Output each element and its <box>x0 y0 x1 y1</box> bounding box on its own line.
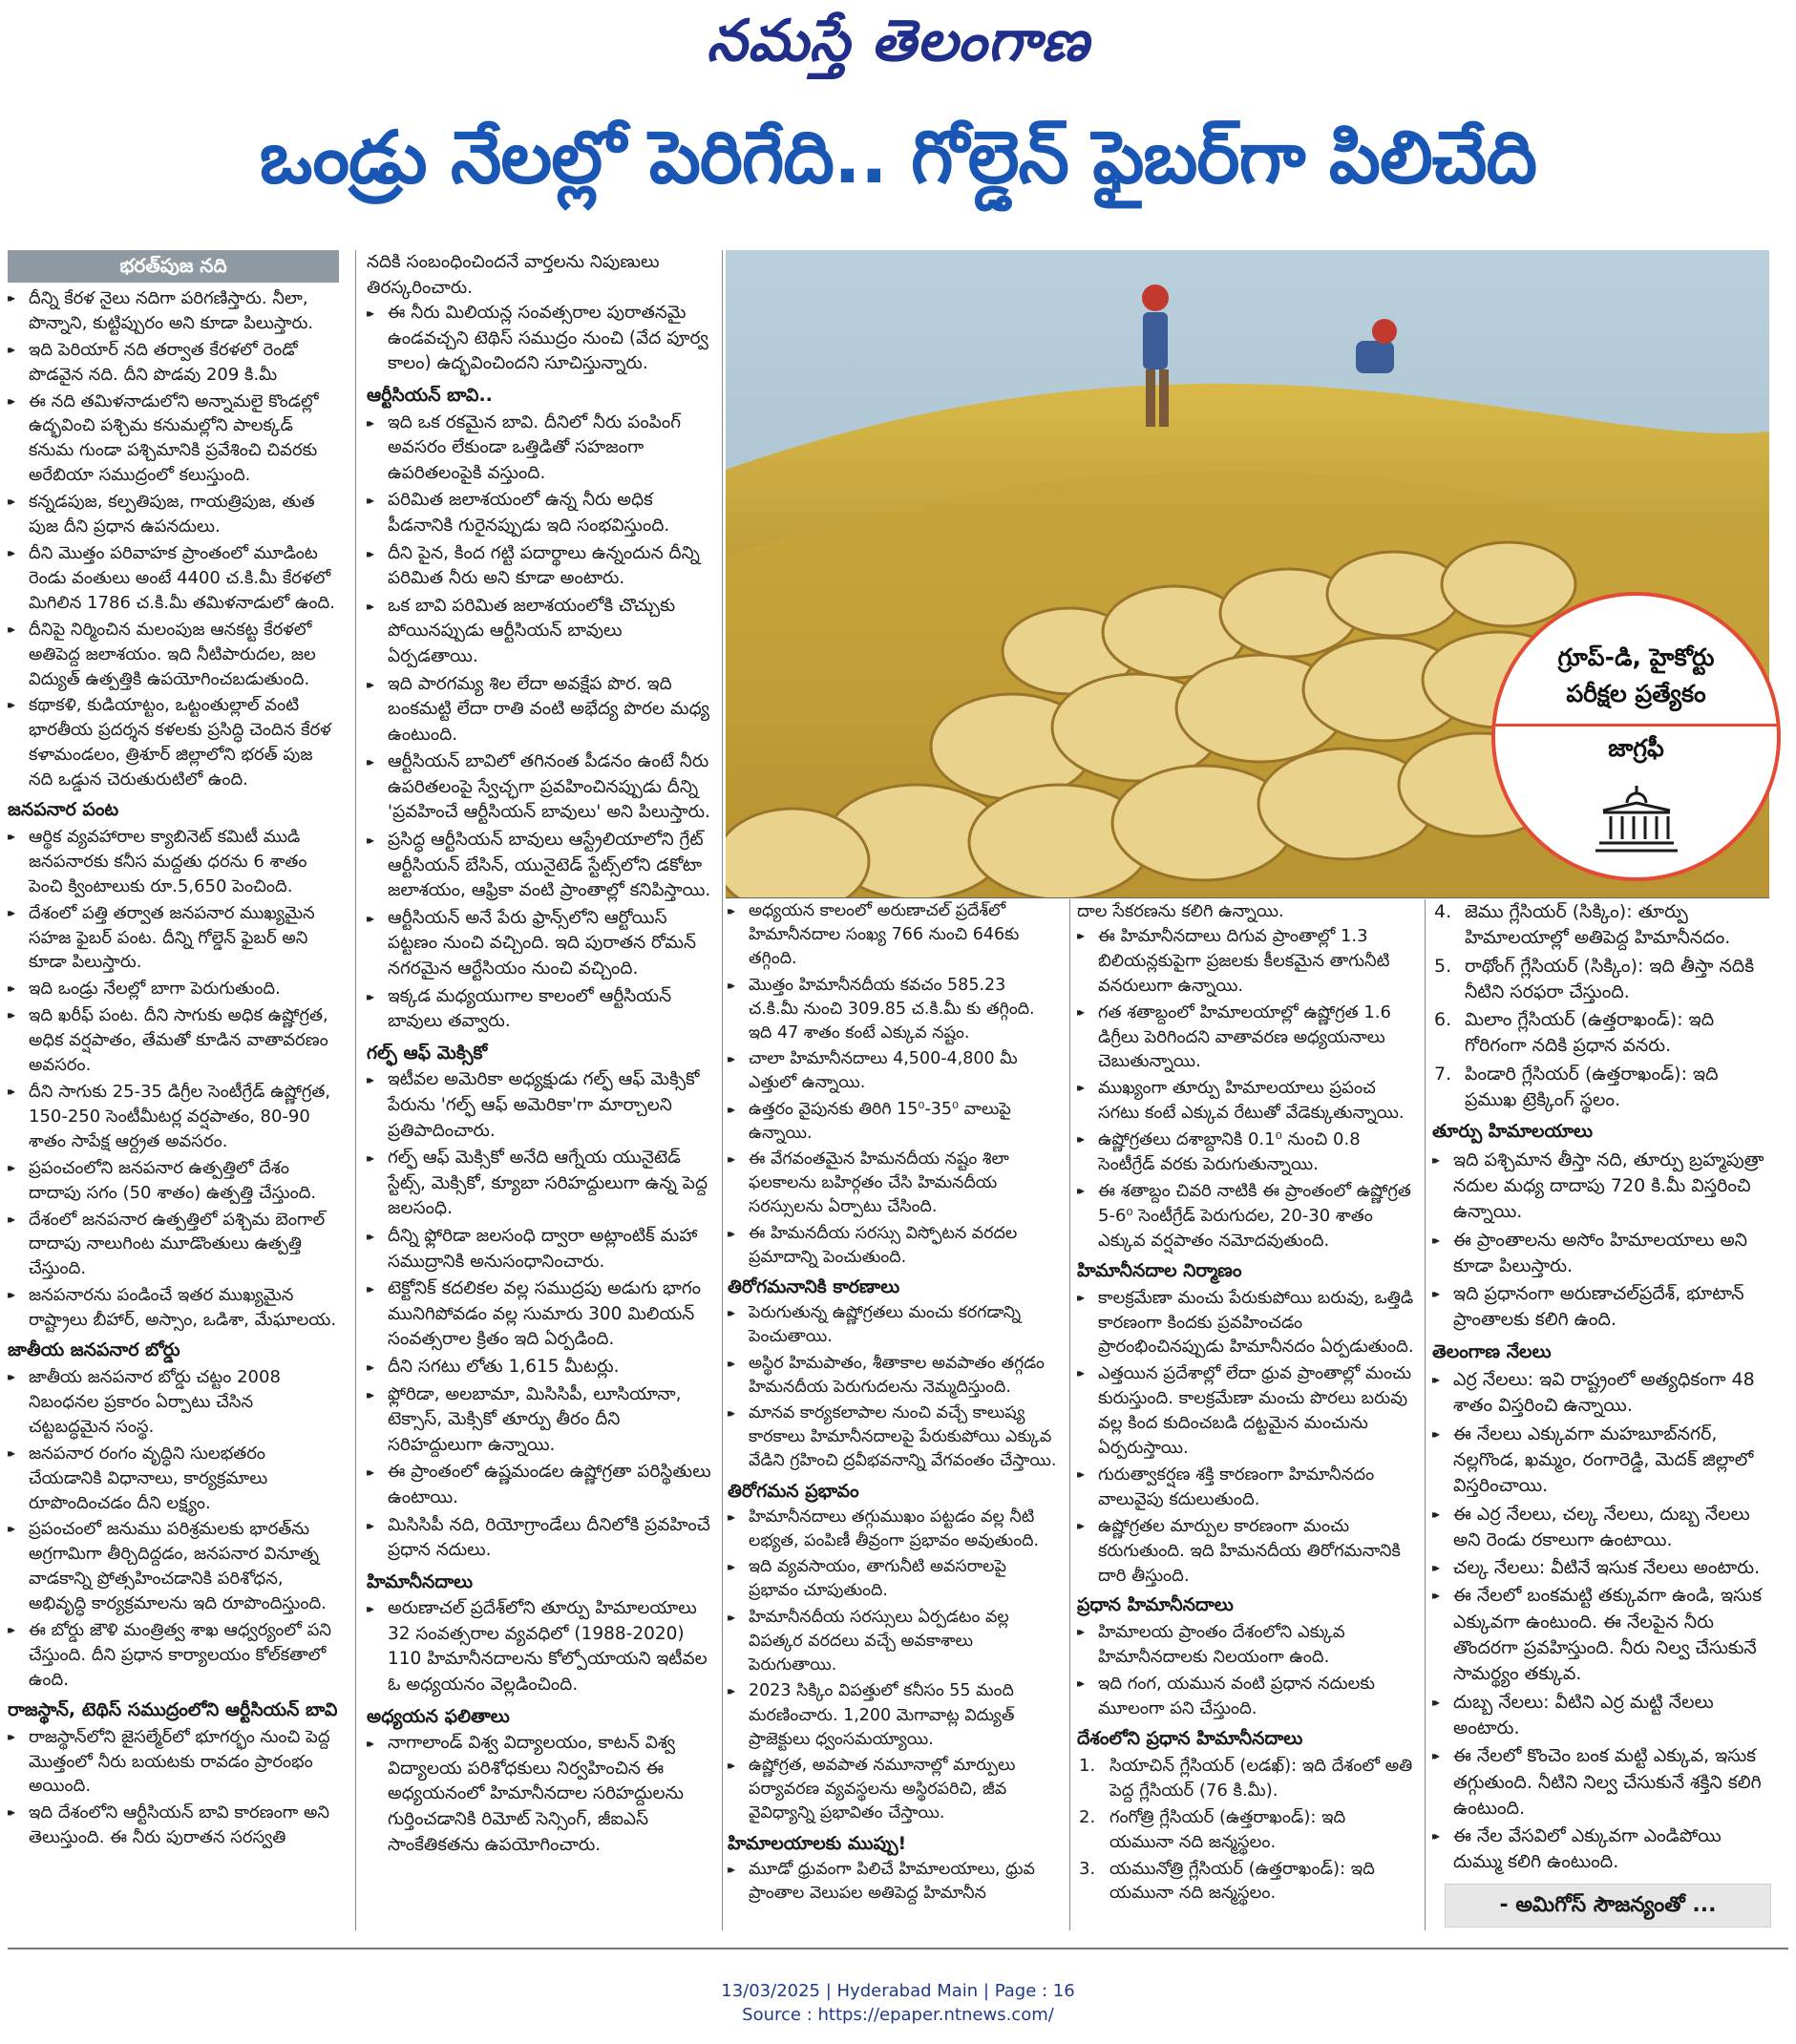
column-divider <box>1069 899 1070 1930</box>
bullet-item: ▸▸ ఉష్ణోగ్రతల మార్పుల కారణంగా మంచు కరుగుతుంది. ఇది హిమనదీయ తిరోగమనానికి దారి తీస్తుంది. <box>1077 1514 1415 1589</box>
badge-line-1: గ్రూప్-డి, హైకోర్టు <box>1557 643 1715 671</box>
bullet-item: ▸▸ హిమానీనదీయ సరస్సులు ఏర్పడటం వల్ల విపత్కర వరదలు వచ్చే అవకాశాలు పెరుగుతాయి. <box>728 1606 1058 1678</box>
bullet-item: ▸▸ ఎత్తయిన ప్రదేశాల్లో లేదా ధ్రువ ప్రాంతాల్లో మంచు కురుస్తుంది. కాలక్రమేణా మంచు పొరలు బరువు వల్ల కింద కుదించబడి దట్టమైన మంచును ఏర్పరుస్తాయి. <box>1077 1361 1415 1461</box>
bullet-item: ▸▸ అధ్యయన కాలంలో అరుణాచల్ ప్రదేశ్‌లో హిమానీనదాల సంఖ్య 766 నుంచి 646కు తగ్గింది. <box>728 899 1058 972</box>
continued-text: నదికి సంబంధించిందనే వార్తలను నిపుణులు తిరస్కరించారు. <box>367 252 660 298</box>
bullet-item: ▸▸ ఈ శతాబ్దం చివరి నాటికి ఈ ప్రాంతంలో ఉష్ణోగ్రత 5-6⁰ సెంటీగ్రేడ్ పెరుగుదల, 20-30 శాతం ఎక్కువ వర్షపాతం నమోదవుతుంది. <box>1077 1179 1415 1254</box>
section-title-glaciers: హిమానీనదాలు <box>367 1570 474 1592</box>
bullet-item: ▸▸ దీని పైన, కింద గట్టి పదార్థాలు ఉన్నందున దీన్ని పరిమిత నీరు అని కూడా అంటారు. <box>367 541 714 592</box>
numbered-item <box>1077 1805 1415 1855</box>
bullet-item: ▸▸ ఎర్ర నేలలు: ఇవి రాష్ట్రంలో అత్యధికంగా 48 శాతం విస్తరించి ఉన్నాయి. <box>1432 1367 1771 1420</box>
bullet-item: ▸▸ జనపనార రంగం వృద్ధిని సులభతరం చేయడానికి విధానాలు, కార్యక్రమాలు రూపొందించడం దీని లక్ష్యం. <box>8 1442 339 1516</box>
bullet-item: ▸▸ హిమాలయ ప్రాంతం దేశంలోని ఎక్కువ హిమానీనదాలకు నిలయంగా ఉంది. <box>1077 1620 1415 1670</box>
bullet-item: ▸▸ ఇది దేశంలోని ఆర్టీసియన్ బావి కారణంగా అని తెలుస్తుంది. ఈ నీరు పురాతన సరస్వతి <box>8 1801 339 1850</box>
bullet-item: ▸▸ ముఖ్యంగా తూర్పు హిమాలయాలు ప్రపంచ సగటు కంటే ఎక్కువ రేటుతో వేడెక్కుతున్నాయి. <box>1077 1076 1415 1126</box>
jute-list <box>8 825 339 1333</box>
bullet-item: ▸▸ ఈ హిమనదీయ సరస్సు విస్ఫోటన వరదల ప్రమాదాన్ని పెంచుతుంది. <box>728 1222 1058 1270</box>
bullet-item: ▸▸ మానవ కార్యకలాపాల నుంచి వచ్చే కాలుష్య కారకాలు హిమానీనదాలపై పేరుకుపోయి ఎక్కువ వేడిని గ్రహించి ద్రవీభవనాన్ని వేగవంతం చేస్తాయి. <box>728 1401 1058 1474</box>
masthead: నమస్తే తెలంగాణ <box>706 8 1090 74</box>
credit-box: - అమిగోస్ సౌజన్యంతో ... <box>1445 1884 1771 1928</box>
bullet-item: ▸▸ నాగాలాండ్ విశ్వ విద్యాలయం, కాటన్ విశ్వ విద్యాలయ పరిశోధకులు నిర్వహించిన ఈ అధ్యయనంలో హిమానీనదాల సరిహద్దులను గుర్తించడానికి రిమోట్ సెన్సింగ్, జీఐఎస్ సాంకేతికతను ఉపయోగించారు. <box>367 1731 714 1858</box>
footer-date-edition: 13/03/2025 | Hyderabad Main | Page : 16 <box>721 1981 1075 2001</box>
bullet-item: ▸▸ టెక్టోనిక్ కదలికల వల్ల సముద్రపు అడుగు భాగం మునిగిపోవడం వల్ల సుమారు 300 మిలియన్ సంవత్సరాల క్రితం ఇది ఏర్పడింది. <box>367 1276 714 1353</box>
bullet-item: ▸▸ ఈ ప్రాంతాలను అసోం హిమాలయాలు అని కూడా పిలుస్తారు. <box>1432 1228 1771 1280</box>
section-title-jute-board: జాతీయ జనపనార బోర్డు <box>8 1339 180 1361</box>
bullet-item: ▸▸ ఈ హిమానీనదాలు దిగువ ప్రాంతాల్లో 1.3 బిలియన్లకుపైగా ప్రజలకు కీలకమైన తాగునీటి వనరులుగా ఉన్నాయి. <box>1077 924 1415 999</box>
item-number: 3. <box>1079 1858 1096 1879</box>
section-title-jute: జనపనార పంట <box>8 799 119 821</box>
badge-line-3: జాగ్రఫీ <box>1608 734 1664 762</box>
tethys-list <box>367 301 714 377</box>
bullet-item: ▸▸ ఇటీవల అమెరికా అధ్యక్షుడు గల్ఫ్ ఆఫ్ మెక్సికో పేరును 'గల్ఫ్ ఆఫ్ అమెరికా'గా మార్చాలని ప్రతిపాదించారు. <box>367 1067 714 1144</box>
bullet-item: ▸▸ ఆర్థిక వ్యవహారాల క్యాబినెట్ కమిటీ ముడి జనపనారకు కనీస మద్దతు ధరను 6 శాతం పెంచి క్వింటాలుకు రూ.5,650 పెంచింది. <box>8 825 339 899</box>
column-5 <box>1432 899 1771 1878</box>
rajasthan-list <box>8 1725 339 1851</box>
column-1 <box>8 250 339 1935</box>
item-number: 7. <box>1434 1063 1452 1085</box>
section-title-main-glaciers: ప్రధాన హిమానీనదాలు <box>1077 1594 1234 1616</box>
footer-source: Source : https://epaper.ntnews.com/ <box>742 2005 1054 2025</box>
glaciers-list <box>367 1596 714 1697</box>
bullet-item: ▸▸ ఒక బావి పరిమిత జలాశయంలోకి చొచ్చుకు పోయినప్పుడు ఆర్టీసియన్ బావులు ఏర్పడతాయి. <box>367 594 714 670</box>
bullet-item: ▸▸ దుబ్బ నేలలు: వీటిని ఎర్ర మట్టి నేలలు అంటారు. <box>1432 1690 1771 1742</box>
section-title-retreat-impact: తిరోగమన ప్రభావం <box>728 1480 859 1502</box>
bullet-item: ▸▸ దీనిపై నిర్మించిన మలంపుజ ఆనకట్ట కేరళలో అతిపెద్ద జలాశయం. ఇది నీటిపారుదల, జల విద్యుత్ ఉత్పత్తికి ఉపయోగించబడుతుంది. <box>8 618 339 692</box>
bullet-item: ▸▸ దీని సాగుకు 25-35 డిగ్రీల సెంటీగ్రేడ్ ఉష్ణోగ్రత, 150-250 సెంటీమీటర్ల వర్షపాతం, 80-90 శాతం సాపేక్ష ఆర్ద్రత అవసరం. <box>8 1080 339 1154</box>
item-text: రాథోంగ్ గ్లేసియర్ (సిక్కిం): ఇది తీస్తా నదికి నీటిని సరఫరా చేస్తుంది. <box>1465 955 1755 1002</box>
item-text: మిలాం గ్లేసియర్ (ఉత్తరాఖండ్): ఇది గోరిగంగా నదికి ప్రధాన వనరు. <box>1465 1009 1715 1057</box>
bullet-item: ▸▸ ఇది ప్రధానంగా అరుణాచల్‌ప్రదేశ్, భూటాన్ ప్రాంతాలకు కలిగి ఉంది. <box>1432 1281 1771 1334</box>
continued-text: దాల సేకరణను కలిగి ఉన్నాయి. <box>1077 901 1284 921</box>
bullet-item: ▸▸ గల్ఫ్ ఆఫ్ మెక్సికో అనేది ఆగ్నేయ యునైటెడ్ స్టేట్స్, మెక్సికో, క్యూబా సరిహద్దులుగా ఉన్న పెద్ద జలసంధి. <box>367 1146 714 1222</box>
numbered-item <box>1077 1754 1415 1803</box>
bullet-item: ▸▸ హిమానీనదాలు తగ్గుముఖం పట్టడం వల్ల నీటి లభ్యత, పంపిణీ తీవ్రంగా ప్రభావం అవుతుంది. <box>728 1506 1058 1553</box>
bullet-item: ▸▸ ఆర్టీసియన్ బావిలో తగినంత పీడనం ఉంటే నీరు ఉపరితలంపై స్వేచ్ఛగా ప్రవహించినప్పుడు దీన్ని 'ప్రవహించే ఆర్టీసియన్ బావులు' అని పిలుస్తారు. <box>367 749 714 826</box>
bullet-item: ▸▸ ఇది పారగమ్య శిల లేదా అవక్షేప పొర. ఇది బంకమట్టి లేదా రాతి వంటి అభేద్య పొరల మధ్య ఉంటుంది. <box>367 672 714 748</box>
bullet-item: ▸▸ ఈ ప్రాంతంలో ఉష్ణమండల ఉష్ణోగ్రతా పరిస్థితులు ఉంటాయి. <box>367 1460 714 1510</box>
bullet-item: ▸▸ 2023 సిక్కిం విపత్తులో కనీసం 55 మంది మరణించారు. 1,200 మెగావాట్ల విద్యుత్ ప్రాజెక్టులు ధ్వంసమయ్యాయి. <box>728 1679 1058 1752</box>
bullet-item: ▸▸ దీన్ని ఫ్లోరిడా జలసంధి ద్వారా అట్లాంటిక్ మహా సముద్రానికి అనుసంధానించారు. <box>367 1224 714 1275</box>
bullet-item: ▸▸ ఈ ఎర్ర నేలలు, చల్క నేలలు, దుబ్బ నేలలు అని రెండు రకాలుగా ఉంటాయి. <box>1432 1502 1771 1554</box>
main-glaciers-list <box>1077 1620 1415 1721</box>
item-text: పిండారి గ్లేసియర్ (ఉత్తరాఖండ్): ఇది ప్రముఖ ట్రెక్కింగ్ స్థలం. <box>1465 1063 1719 1111</box>
bullet-item: ▸▸ ఈ నేలలో బంకమట్టి తక్కువగా ఉండి, ఇసుక ఎక్కువగా ఉంటుంది. ఈ నేలపైన నీరు తొందరగా ప్రవహిస్తుంది. నీరు నిల్వ చేసుకునే సామర్థ్యం తక్కువ. <box>1432 1583 1771 1687</box>
numbered-item <box>1432 954 1771 1006</box>
column-3 <box>728 899 1058 1935</box>
gulf-list <box>367 1067 714 1563</box>
bullet-item: ▸▸ ఇది ఒండ్రు నేలల్లో బాగా పెరుగుతుంది. <box>8 977 339 1001</box>
bullet-item: ▸▸ ప్రపంచంలోని జనపనార ఉత్పత్తిలో దేశం దాదాపు సగం (50 శాతం) ఉత్పత్తి చేస్తుంది. <box>8 1156 339 1206</box>
bullet-item: ▸▸ ఇది పెరియార్ నది తర్వాత కేరళలో రెండో పొడవైన నది. దీని పొడవు 209 కి.మీ <box>8 338 339 388</box>
arunachal-list <box>728 899 1058 1270</box>
bullet-item: ▸▸ ఈ నేలలు ఎక్కువగా మహబూబ్‌నగర్, నల్లగొండ, ఖమ్మం, రంగారెడ్డి, మెదక్ జిల్లాలో విస్తరించాయి. <box>1432 1422 1771 1500</box>
bullet-item: ▸▸ ఇది ఒక రకమైన బావి. దీనిలో నీరు పంపింగ్ అవసరం లేకుండా ఒత్తిడితో సహజంగా ఉపరితలంపైకి వస్తుంది. <box>367 411 714 487</box>
bullet-item: ▸▸ ఈ నది తమిళనాడులోని అన్నామలై కొండల్లో ఉద్భవించి పశ్చిమ కనుమల్లోని పాలక్కడ్ కనుమ గుండా పశ్చిమానికి ప్రవేశించి చివరకు అరేబియా సముద్రంలో కలుస్తుంది. <box>8 390 339 489</box>
bullet-item: ▸▸ ఇది ఖరీఫ్ పంట. దీని సాగుకు అధిక ఉష్ణోగ్రత, అధిక వర్షపాతం, తేమతో కూడిన వాతావరణం అవసరం. <box>8 1003 339 1078</box>
india-glaciers-numbered <box>1077 1754 1415 1906</box>
badge-divider <box>1495 724 1777 727</box>
section-title-india-glaciers: దేశంలోని ప్రధాన హిమానీనదాలు <box>1077 1728 1303 1749</box>
bullet-item: ▸▸ గత శతాబ్దంలో హిమాలయాల్లో ఉష్ణోగ్రత 1.6 డిగ్రీలు పెరిగిందని వాతావరణ అధ్యయనాలు చెబుతున్నాయి. <box>1077 1001 1415 1075</box>
bullet-item: ▸▸ దేశంలో జనపనార ఉత్పత్తిలో పశ్చిమ బెంగాల్ దాదాపు నాలుగింట మూడొంతులు ఉత్పత్తి చేస్తుంది. <box>8 1208 339 1282</box>
badge-line-2: పరీక్షల ప్రత్యేకం <box>1566 680 1706 707</box>
headline: ఒండ్రు నేలల్లో పెరిగేది.. గోల్డెన్ ఫైబర్‌గా పిలిచేది <box>259 115 1537 200</box>
section-title-gulf: గల్ఫ్ ఆఫ్ మెక్సికో <box>367 1042 488 1064</box>
section-title-himalaya-threat: హిమాలయాలకు ముప్పు! <box>728 1832 907 1854</box>
bullet-item: ▸▸ ఉత్తరం వైపునకు తిరిగి 15⁰-35⁰ వాలుపై ఉన్నాయి. <box>728 1098 1058 1146</box>
bharathpuzha-list <box>8 286 339 792</box>
bullet-item: ▸▸ కాలక్రమేణా మంచు పేరుకుపోయి బరువు, ఒత్తిడి కారణంగా కిందకు ప్రవహించడం ప్రారంభించినప్పుడు హిమానీనదం ఏర్పడుతుంది. <box>1077 1286 1415 1360</box>
bullet-item: ▸▸ దేశంలో పత్తి తర్వాత జనపనార ముఖ్యమైన సహజ ఫైబర్ పంట. దీన్ని గోల్డెన్ ఫైబర్ అని కూడా పిలుస్తారు. <box>8 901 339 976</box>
section-title-rajasthan: రాజస్థాన్, టెథిస్ సముద్రంలోని ఆర్టీసియన్ బావి <box>8 1698 338 1720</box>
bullet-item: ▸▸ రాజస్థాన్‌లోని జైసల్మేర్‌లో భూగర్భం నుంచి పెద్ద మొత్తంలో నీరు బయటకు రావడం ప్రారంభం అయింది. <box>8 1725 339 1800</box>
bullet-item: ▸▸ దీని సగటు లోతు 1,615 మీటర్లు. <box>367 1355 714 1380</box>
footer-divider <box>8 1948 1788 1949</box>
column-2 <box>367 250 714 1935</box>
bullet-item: ▸▸ ఈ నీరు మిలియన్ల సంవత్సరాల పురాతనమై ఉండవచ్చని టెథిస్ సముద్రం నుంచి (వేద పూర్వ కాలం) ఉద్భవించిందని సూచిస్తున్నారు. <box>367 301 714 377</box>
study-list <box>367 1731 714 1858</box>
section-title-retreat-causes: తిరోగమనానికి కారణాలు <box>728 1276 900 1298</box>
himalaya-warming-list <box>1077 924 1415 1254</box>
eastern-himalayas-list <box>1432 1148 1771 1334</box>
india-glaciers-numbered-cont <box>1432 899 1771 1113</box>
item-text: జెము గ్లేసియర్ (సిక్కిం): తూర్పు హిమాలయాల్లో అతిపెద్ద హిమానీనదం. <box>1465 901 1731 949</box>
bullet-item: ▸▸ ఫ్లోరిడా, అలబామా, మిసిసిపీ, లూసియానా, టెక్సాస్, మెక్సికో తూర్పు తీరం దీని సరిహద్దులుగా ఉన్నాయి. <box>367 1382 714 1459</box>
section-title-eastern-himalayas: తూర్పు హిమాలయాలు <box>1432 1121 1594 1143</box>
retreat-causes-list <box>728 1301 1058 1473</box>
bullet-item: ▸▸ కథాకళి, కుడియాట్టం, ఒట్టంతుల్లాల్ వంటి భారతీయ ప్రదర్శన కళలకు ప్రసిద్ధి చెందిన కేరళ కళామండలం, త్రిశూర్ జిల్లాలోని భరత్ పుజ నది ఒడ్డున చెరుతురుటిలో ఉంది. <box>8 693 339 792</box>
column-divider <box>1425 899 1426 1930</box>
parliament-icon <box>1594 782 1680 854</box>
bullet-item: ▸▸ మూడో ధ్రువంగా పిలిచే హిమాలయాలు, ధ్రువ ప్రాంతాల వెలుపల అతిపెద్ద హిమానీన <box>728 1858 1058 1906</box>
bullet-item: ▸▸ కన్నడపుజ, కల్పతిపుజ, గాయత్రిపుజ, తుత పుజ దీని ప్రధాన ఉపనదులు. <box>8 490 339 539</box>
bullet-item: ▸▸ ఇక్కడ మధ్యయుగాల కాలంలో ఆర్టీసియన్ బావులు తవ్వారు. <box>367 984 714 1035</box>
jute-board-list <box>8 1365 339 1693</box>
bullet-item: ▸▸ దీన్ని కేరళ నైలు నదిగా పరిగణిస్తారు. నీలా, పొన్నాని, కుట్టిప్పురం అని కూడా పిలుస్తారు. <box>8 286 339 336</box>
item-text: సియాచిన్ గ్లేసియర్ (లడఖ్): ఇది దేశంలో అతి పెద్ద గ్లేసియర్ (76 కి.మీ). <box>1109 1755 1413 1801</box>
bullet-item: ▸▸ ఇది గంగ, యమున వంటి ప్రధాన నదులకు మూలంగా పని చేస్తుంది. <box>1077 1672 1415 1721</box>
bullet-item: ▸▸ అస్థిర హిమపాతం, శీతాకాల అవపాతం తగ్గడం హిమనదీయ పెరుగుదలను నెమ్మదిస్తుంది. <box>728 1352 1058 1400</box>
section-title-telangana-soils: తెలంగాణ నేలలు <box>1432 1340 1552 1362</box>
numbered-item <box>1077 1857 1415 1907</box>
retreat-impact-list <box>728 1506 1058 1826</box>
bullet-item: ▸▸ ఈ వేగవంతమైన హిమనదీయ నష్టం శిలా ఫలకాలను బహిర్గతం చేసి హిమనదీయ సరస్సులను ఏర్పాటు చేసింది. <box>728 1148 1058 1220</box>
exam-special-badge <box>1491 592 1781 881</box>
numbered-item <box>1432 1007 1771 1060</box>
column-4 <box>1077 899 1415 1935</box>
column-divider <box>722 250 723 1930</box>
item-text: యమునోత్రి గ్లేసియర్ (ఉత్తరాఖండ్): ఇది యమునా నది జన్మస్థలం. <box>1109 1858 1375 1904</box>
bullet-item: ▸▸ జాతీయ జనపనార బోర్డు చట్టం 2008 నిబంధనల ప్రకారం ఏర్పాటు చేసిన చట్టబద్ధమైన సంస్థ. <box>8 1365 339 1440</box>
item-number: 5. <box>1434 955 1452 977</box>
bullet-item: ▸▸ దీని మొత్తం పరివాహక ప్రాంతంలో మూడింట రెండు వంతులు అంటే 4400 చ.కి.మీ కేరళలో మిగిలిన 1786 చ.కి.మీ తమిళనాడులో ఉంది. <box>8 541 339 616</box>
bullet-item: ▸▸ అరుణాచల్ ప్రదేశ్‌లోని తూర్పు హిమాలయాలు 32 సంవత్సరాల వ్యవధిలో (1988-2020) 110 హిమానీనదాలను కోల్పోయాయని ఇటీవల ఓ అధ్యయనం వెల్లడించింది. <box>367 1596 714 1697</box>
bullet-item: ▸▸ ప్రసిద్ధ ఆర్టీసియన్ బావులు ఆస్ట్రేలియాలోని గ్రేట్ ఆర్టీసియన్ బేసిన్, యునైటెడ్ స్టేట్స్‌లోని డకోటా జలాశయం, ఆఫ్రికా వంటి ప్రాంతాల్లో కనిపిస్తాయి. <box>367 828 714 904</box>
bullet-item: ▸▸ పెరుగుతున్న ఉష్ణోగ్రతలు మంచు కరగడాన్ని పెంచుతాయి. <box>728 1301 1058 1349</box>
section-title-artesian: ఆర్టీసియన్ బావి.. <box>367 384 493 406</box>
bullet-item: ▸▸ ప్రపంచంలో జనుము పరిశ్రమలకు భారత్‌ను అగ్రగామిగా తీర్చిదిద్దడం, జనపనార వినూత్న వాడకాన్ని ప్రోత్సహించడానికి పరిశోధన, అభివృద్ధి కార్యక్రమాలను ఇది రూపొందిస్తుంది. <box>8 1517 339 1616</box>
bullet-item: ▸▸ ఈ బోర్డు జౌళి మంత్రిత్వ శాఖ ఆధ్వర్యంలో పని చేస్తుంది. దీని ప్రధాన కార్యాలయం కోల్‌కతాలో ఉంది. <box>8 1618 339 1693</box>
item-number: 2. <box>1079 1806 1096 1827</box>
artesian-list <box>367 411 714 1035</box>
bullet-item: ▸▸ ఈ నేల వేసవిలో ఎక్కువగా ఎండిపోయి దుమ్ము కలిగి ఉంటుంది. <box>1432 1823 1771 1876</box>
section-title-bharathpuzha: భరత్‌పుజ నది <box>8 250 339 283</box>
column-divider <box>355 250 356 1930</box>
item-number: 4. <box>1434 901 1452 922</box>
section-title-glacier-formation: హిమానీనదాల నిర్మాణం <box>1077 1259 1242 1281</box>
bullet-item: ▸▸ ఇది పశ్చిమాన తీస్తా నది, తూర్పు బ్రహ్మపుత్రా నదుల మధ్య దాదాపు 720 కి.మీ విస్తరించి ఉన్నాయి. <box>1432 1148 1771 1226</box>
bullet-item: ▸▸ చల్క నేలలు: వీటినే ఇసుక నేలలు అంటారు. <box>1432 1555 1771 1581</box>
bullet-item: ▸▸ ఉష్ణోగ్రత, అవపాత నమూనాల్లో మార్పులు పర్యావరణ వ్యవస్థలను అస్థిరపరిచి, జీవ వైవిధ్యాన్ని ప్రభావితం చేస్తాయి. <box>728 1754 1058 1826</box>
bullet-item: ▸▸ ఈ నేలలో కొంచెం బంక మట్టి ఎక్కువ, ఇసుక తగ్గుతుంది. నీటిని నిల్వ చేసుకునే శక్తిని కలిగి ఉంటుంది. <box>1432 1743 1771 1822</box>
bullet-item: ▸▸ ఆర్టీసియన్ అనే పేరు ఫ్రాన్స్‌లోని ఆర్టోయిస్ పట్టణం నుంచి వచ్చింది. ఇది పురాతన రోమన్ నగరమైన ఆర్టేసియం నుంచి వచ్చింది. <box>367 906 714 982</box>
item-number: 6. <box>1434 1009 1452 1031</box>
bullet-item: ▸▸ గురుత్వాకర్షణ శక్తి కారణంగా హిమానీనదం వాలువైపు కదులుతుంది. <box>1077 1463 1415 1512</box>
bullet-item: ▸▸ ఉష్ణోగ్రతలు దశాబ్దానికి 0.1⁰ నుంచి 0.8 సెంటీగ్రేడ్ వరకు పెరుగుతున్నాయి. <box>1077 1127 1415 1177</box>
numbered-item <box>1432 899 1771 952</box>
section-title-study: అధ్యయన ఫలితాలు <box>367 1705 510 1727</box>
numbered-item <box>1432 1062 1771 1114</box>
himalaya-threat-list <box>728 1858 1058 1906</box>
telangana-soils-list <box>1432 1367 1771 1876</box>
bullet-item: ▸▸ చాలా హిమానీనదాలు 4,500-4,800 మీ ఎత్తులో ఉన్నాయి. <box>728 1047 1058 1095</box>
item-text: గంగోత్రి గ్లేసియర్ (ఉత్తరాఖండ్): ఇది యమునా నది జన్మస్థలం. <box>1109 1806 1346 1852</box>
bullet-item: ▸▸ పరిమిత జలాశయంలో ఉన్న నీరు అధిక పీడనానికి గురైనప్పుడు ఇది సంభవిస్తుంది. <box>367 488 714 538</box>
bullet-item: ▸▸ మొత్తం హిమానీనదీయ కవచం 585.23 చ.కి.మీ నుంచి 309.85 చ.కి.మీ కు తగ్గింది. ఇది 47 శాతం కంటే ఎక్కువ నష్టం. <box>728 974 1058 1046</box>
item-number: 1. <box>1079 1755 1096 1776</box>
bullet-item: ▸▸ ఇది వ్యవసాయం, తాగునీటి అవసరాలపై ప్రభావం చూపుతుంది. <box>728 1555 1058 1603</box>
glacier-formation-list <box>1077 1286 1415 1589</box>
bullet-item: ▸▸ మిసిసిపీ నది, రియోగ్రాండేలు దీనిలోకి ప్రవహించే ప్రధాన నదులు. <box>367 1513 714 1564</box>
bullet-item: ▸▸ జనపనారను పండించే ఇతర ముఖ్యమైన రాష్ట్రాలు బీహార్, అస్సాం, ఒడిశా, మేఘాలయ. <box>8 1283 339 1333</box>
